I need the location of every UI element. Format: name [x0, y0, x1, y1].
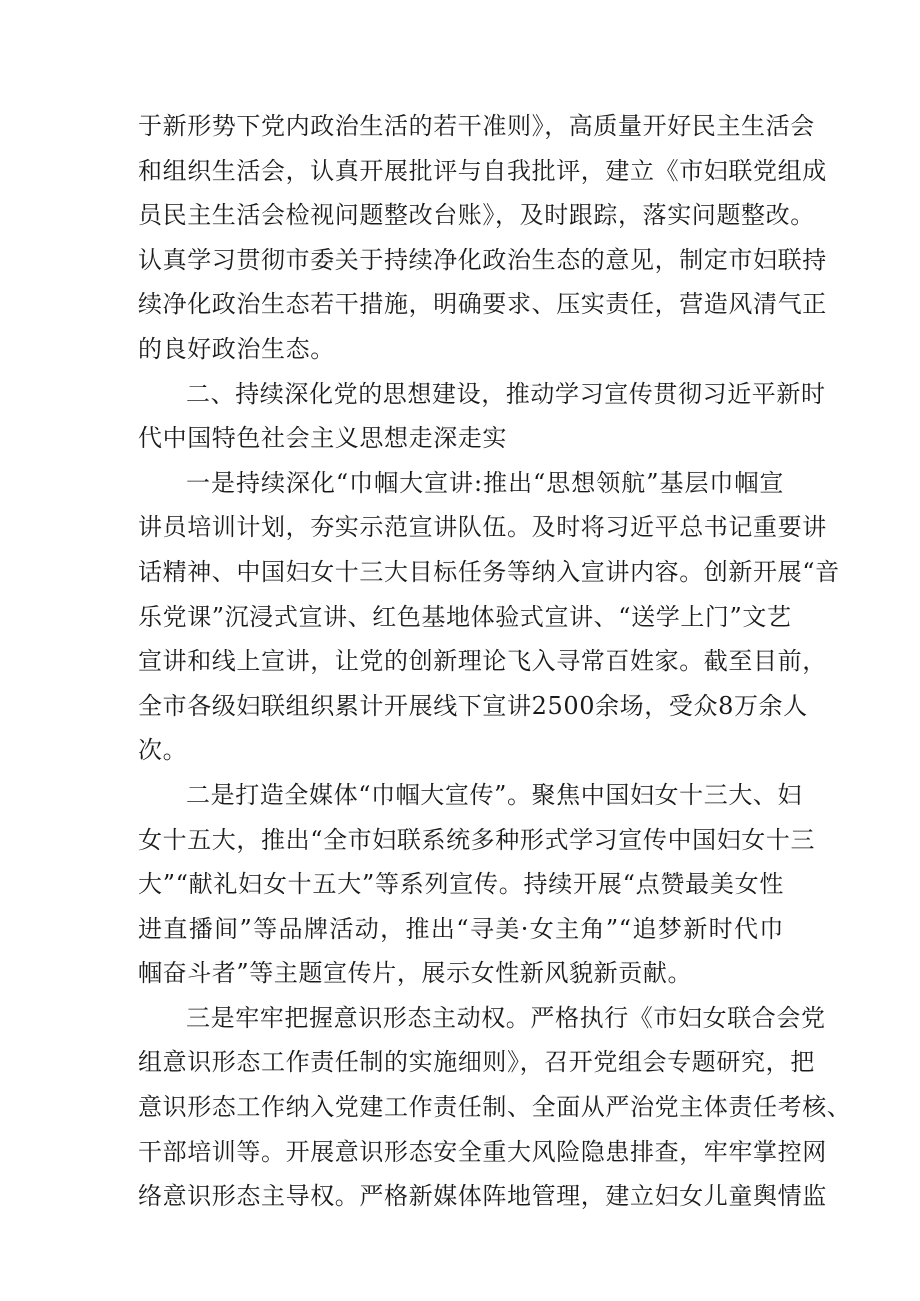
paragraph-party-life — [138, 104, 827, 372]
text-line: 进直播间”等品牌活动，推出“寻美·女主角”“追梦新时代巾 — [138, 914, 784, 943]
text-line: 话精神、中国妇女十三大目标任务等纳入宣讲内容。创新开展“音 — [138, 557, 840, 586]
text-line: 女十五大，推出“全市妇联系统多种形式学习宣传中国妇女十三 — [138, 825, 816, 854]
text-line: 干部培训等。开展意识形态安全重大风险隐患排查，牢牢掌控网 — [138, 1137, 827, 1166]
text-line: 于新形势下党内政治生活的若干准则》，高质量开好民主生活会 — [138, 112, 815, 140]
text-line: 二是打造全媒体“巾帼大宣传”。聚焦中国妇女十三大、妇 — [186, 780, 803, 809]
text-line: 讲员培训计划，夯实示范宣讲队伍。及时将习近平总书记重要讲 — [138, 513, 827, 542]
text-line: 大”“献礼妇女十五大”等系列宣传。持续开展“点赞最美女性 — [138, 870, 784, 899]
paragraph-grand-preaching — [138, 461, 840, 773]
text-line: 宣讲和线上宣讲，让党的创新理论飞入寻常百姓家。截至目前， — [138, 647, 827, 676]
paragraph-all-media-publicity — [138, 773, 816, 996]
text-line: 代中国特色社会主义思想走深走实 — [138, 424, 507, 453]
text-line: 认真学习贯彻市委关于持续净化政治生态的意见，制定市妇联持 — [138, 245, 827, 274]
text-line: 意识形态工作纳入党建工作责任制、全面从严治党主体责任考核、 — [138, 1093, 852, 1122]
text-line: 的良好政治生态。 — [138, 334, 335, 363]
text-line: 和组织生活会，认真开展批评与自我批评，建立《市妇联党组成 — [138, 156, 827, 185]
text-line: 组意识形态工作责任制的实施细则》，召开党组会专题研究，把 — [138, 1048, 815, 1077]
text-line: 员民主生活会检视问题整改台账》，及时跟踪，落实问题整改。 — [138, 201, 815, 230]
text-line: 帼奋斗者”等主题宣传片，展示女性新风貌新贡献。 — [138, 959, 693, 988]
paragraph-ideology-initiative — [138, 996, 852, 1219]
text-line: 二、持续深化党的思想建设，推动学习宣传贯彻习近平新时 — [186, 379, 826, 408]
document-body — [138, 104, 852, 1219]
text-line: 续净化政治生态若干措施，明确要求、压实责任，营造风清气正 — [138, 290, 827, 319]
text-line: 次。 — [138, 736, 188, 765]
section-heading-ideological-building — [138, 372, 826, 461]
text-line: 三是牢牢把握意识形态主动权。严格执行《市妇女联合会党 — [186, 1003, 826, 1032]
text-line: 络意识形态主导权。严格新媒体阵地管理，建立妇女儿童舆情监 — [138, 1182, 827, 1211]
text-line: 乐党课”沉浸式宣讲、红色基地体验式宣讲、“送学上门”文艺 — [138, 602, 792, 631]
text-line: 全市各级妇联组织累计开展线下宣讲2500余场，受众8万余人 — [138, 691, 808, 720]
text-line: 一是持续深化“巾帼大宣讲:推出“思想领航”基层巾帼宣 — [186, 468, 784, 497]
